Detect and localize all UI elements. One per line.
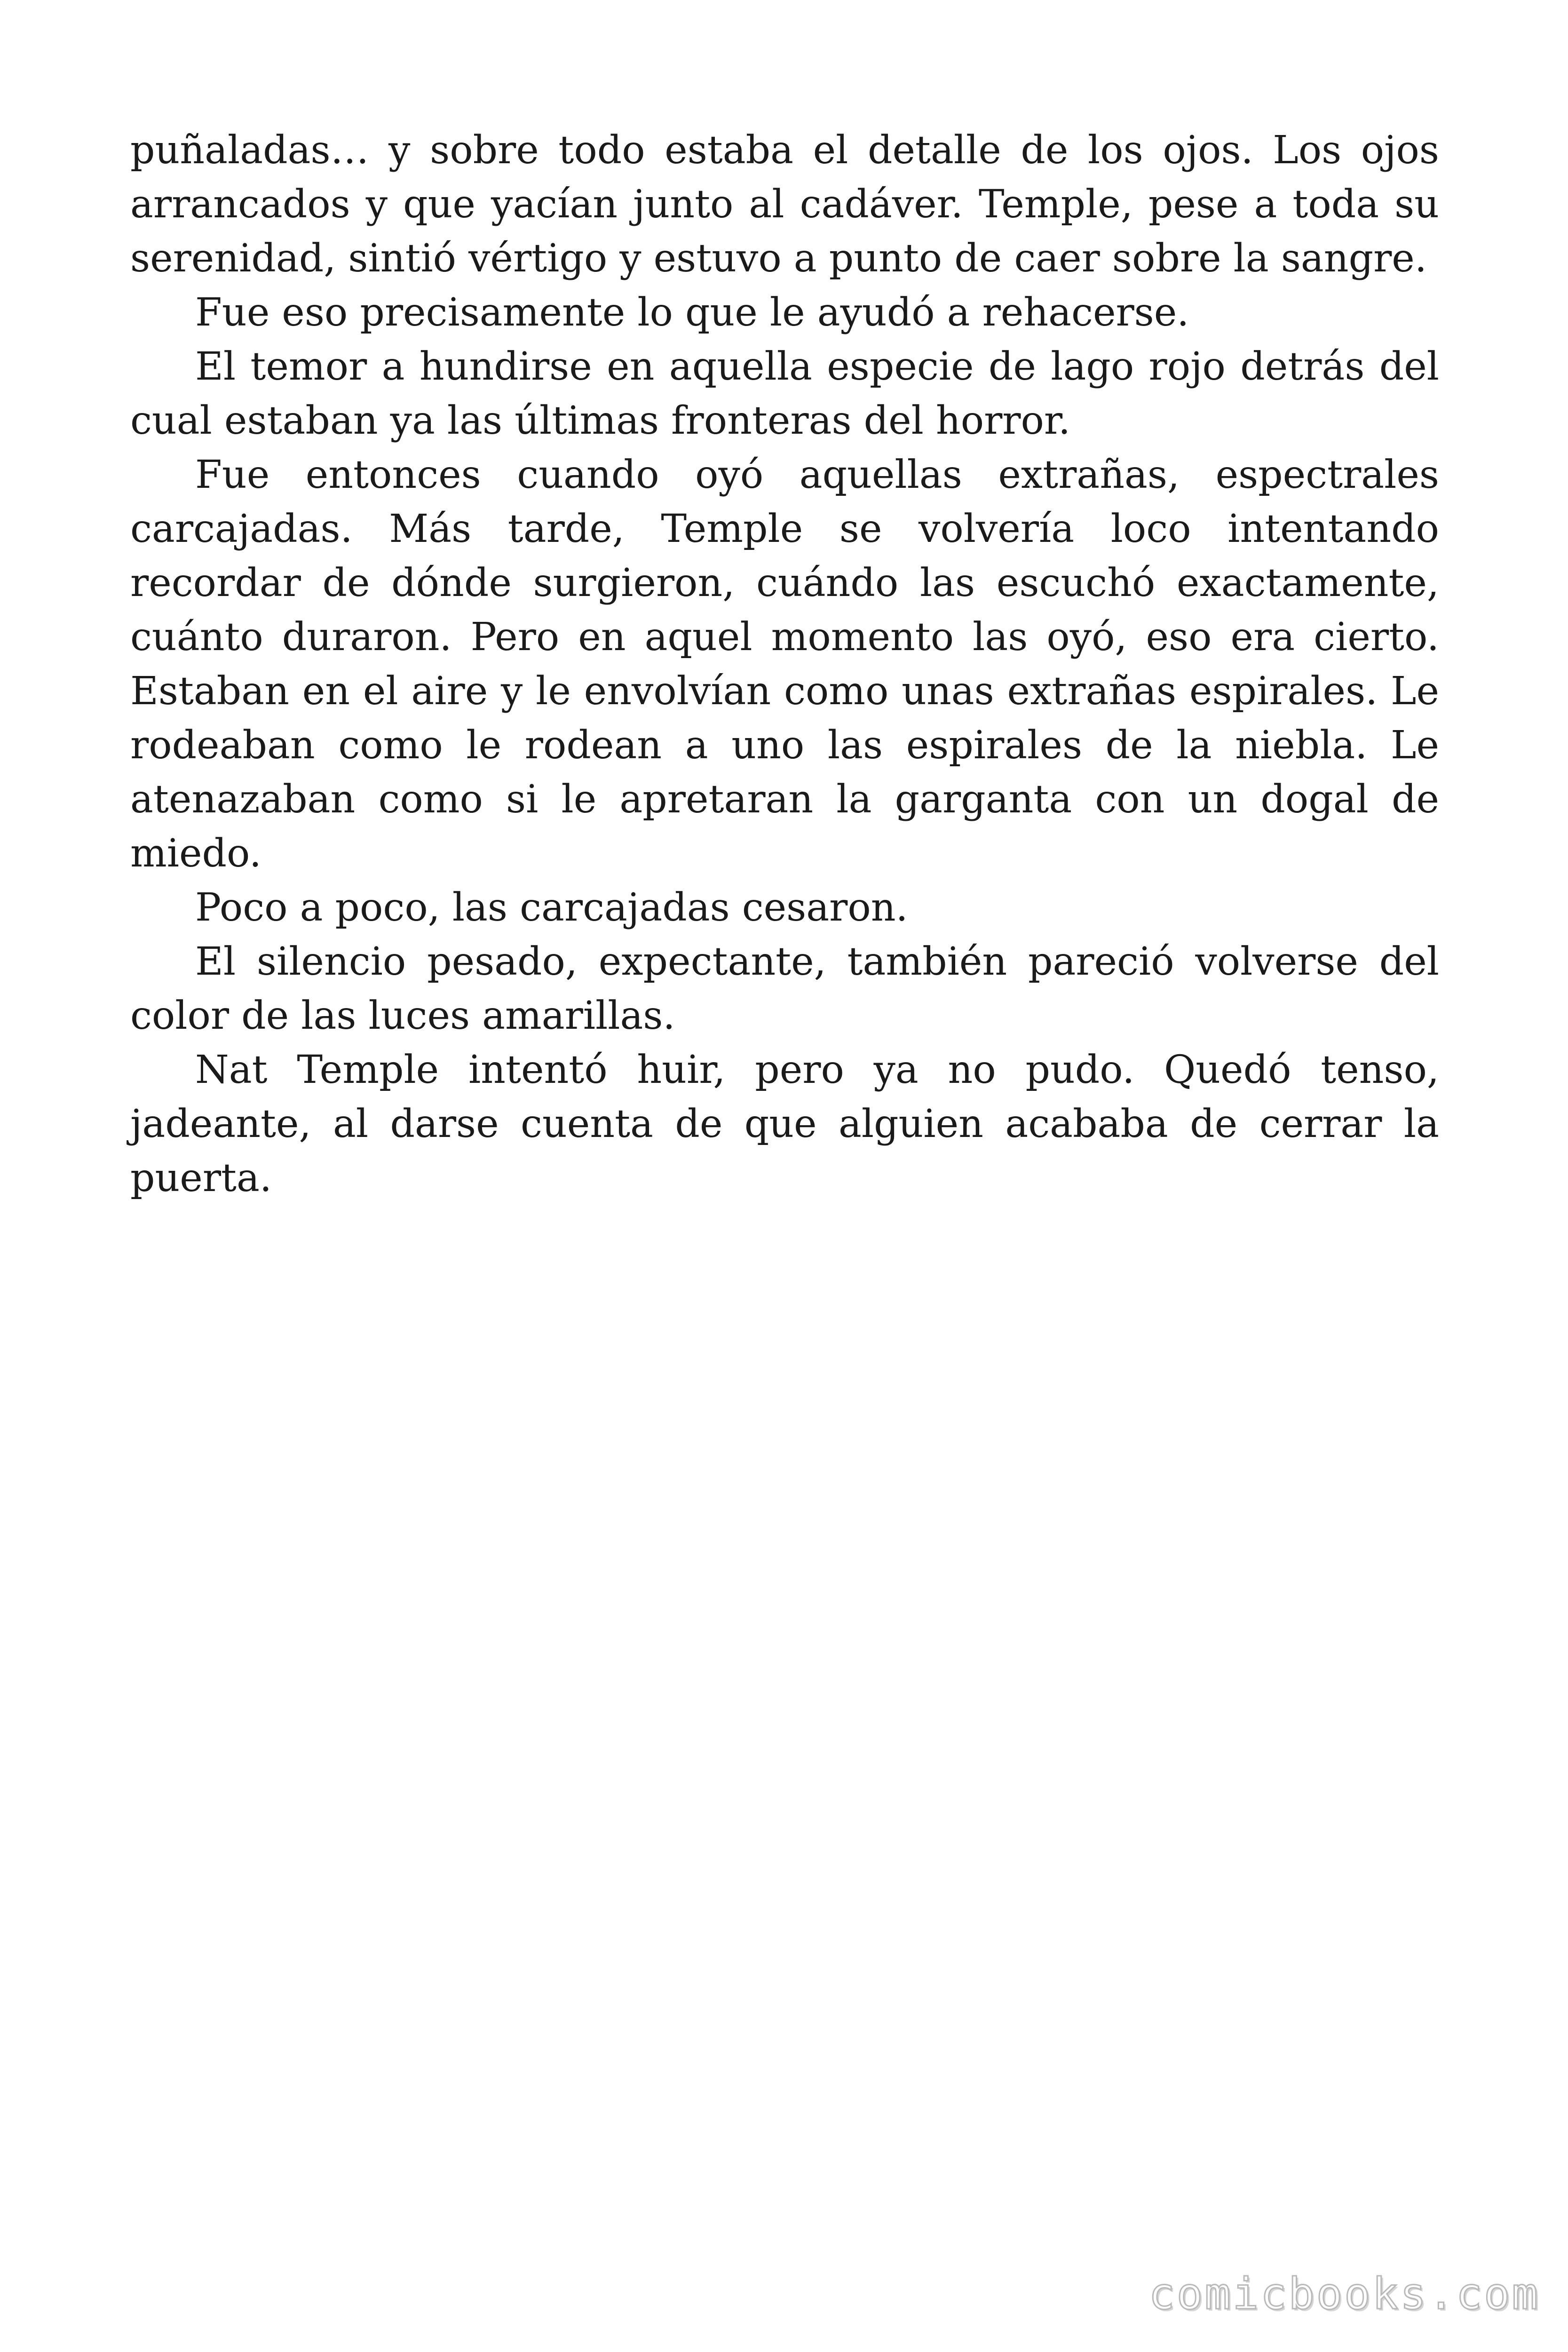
paragraph-2: Fue eso precisamente lo que le ayudó a rehacerse. (195, 290, 1189, 335)
paragraph-4: Fue entonces cuando oyó aquellas extrañas, espectrales carcajadas. Más tarde, Temple se volvería loco intentando recordar de dónde surgieron, cuándo las escuchó exactamente, cuánto duraron. Pero en aquel momento las oyó, eso era cierto. Estaban en el aire y le envolvían como unas extrañas espirales. Le rodeaban como le rodean a uno las espirales de la niebla. Le atenazaban como si le apretaran la garganta con un dogal de miedo. (130, 453, 1439, 876)
watermark-logo: comicbooks.com (1148, 2269, 1540, 2319)
paragraph-3: El temor a hundirse en aquella especie de lago rojo detrás del cual estaban ya las últimas fronteras del horror. (130, 344, 1439, 443)
page-text (130, 123, 1439, 1205)
paragraph-5: Poco a poco, las carcajadas cesaron. (195, 885, 908, 930)
paragraph-1: puñaladas… y sobre todo estaba el detalle de los ojos. Los ojos arrancados y que yacían junto al cadáver. Temple, pese a toda su serenidad, sintió vértigo y estuvo a punto de caer sobre la sangre. (130, 128, 1439, 281)
paragraph-6: El silencio pesado, expectante, también pareció volverse del color de las luces amarillas. (130, 939, 1439, 1038)
paragraph-7: Nat Temple intentó huir, pero ya no pudo. Quedó tenso, jadeante, al darse cuenta de que alguien acababa de cerrar la puerta. (130, 1048, 1439, 1200)
